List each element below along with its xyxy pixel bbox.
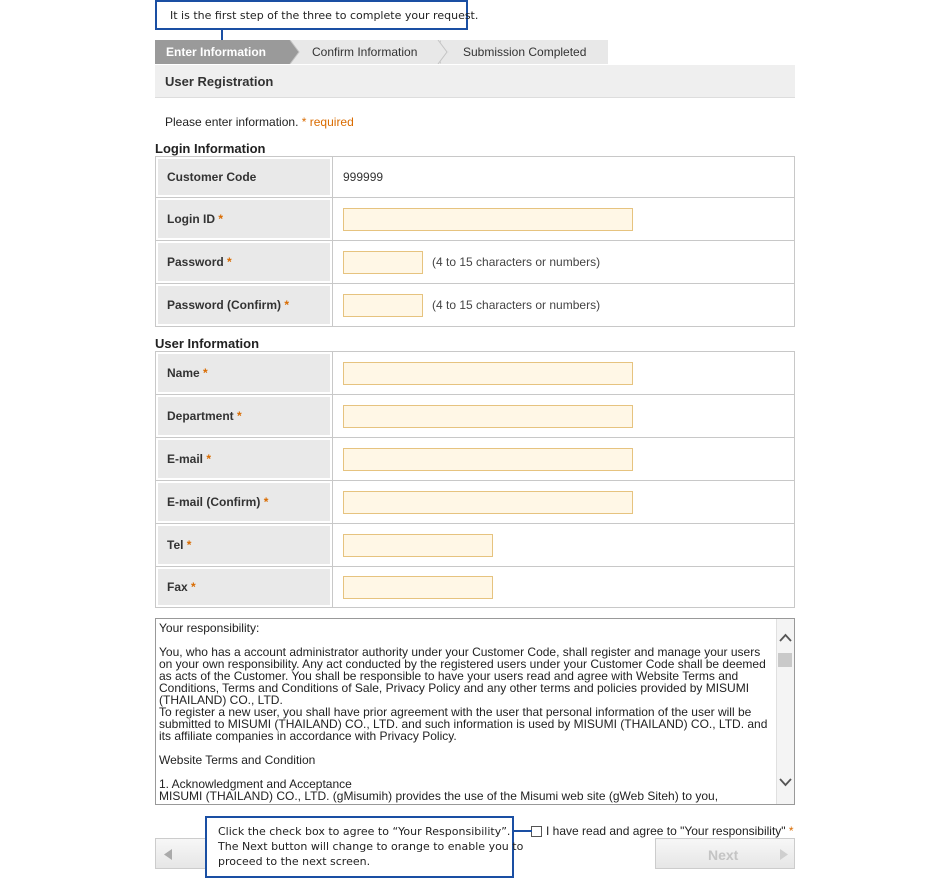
step-hint-text: It is the first step of the three to complete your request. <box>170 9 479 22</box>
email-row <box>156 438 795 481</box>
login-id-input[interactable] <box>343 208 633 231</box>
email-confirm-input[interactable] <box>343 491 633 514</box>
agree-checkbox-row[interactable]: I have read and agree to "Your responsibility" * <box>531 824 794 838</box>
login-information-table <box>155 156 795 327</box>
form-intro <box>165 115 354 129</box>
intro-text: Please enter information. <box>165 115 299 129</box>
login-id-row <box>156 198 795 241</box>
department-input[interactable] <box>343 405 633 428</box>
next-button[interactable] <box>655 838 795 869</box>
field-label: E-mail * <box>158 440 330 478</box>
responsibility-terms-box[interactable] <box>155 618 795 805</box>
agree-checkbox[interactable] <box>531 826 542 837</box>
scroll-down-icon[interactable] <box>779 777 792 787</box>
field-label: Customer Code <box>158 159 330 195</box>
field-label: Fax * <box>158 569 330 605</box>
agree-label: I have read and agree to "Your responsibility" <box>546 824 786 838</box>
field-label: E-mail (Confirm) * <box>158 483 330 521</box>
page-header <box>155 65 795 98</box>
name-input[interactable] <box>343 362 633 385</box>
scroll-thumb[interactable] <box>778 653 792 667</box>
name-row <box>156 352 795 395</box>
tel-input[interactable] <box>343 534 493 557</box>
password-input[interactable] <box>343 251 423 274</box>
step-divider-icon <box>437 40 449 64</box>
fax-row <box>156 567 795 608</box>
customer-code-value: 999999 <box>343 170 384 184</box>
password-confirm-hint: (4 to 15 characters or numbers) <box>432 298 601 312</box>
terms-scrollbar[interactable] <box>776 619 794 804</box>
field-label: Login ID * <box>158 200 330 238</box>
step-confirm-information: Confirm Information <box>312 45 418 59</box>
email-confirm-row <box>156 481 795 524</box>
field-label: Department * <box>158 397 330 435</box>
next-arrow-icon <box>779 849 789 860</box>
field-label: Password * <box>158 243 330 281</box>
field-label: Password (Confirm) * <box>158 286 330 324</box>
step-submission-completed: Submission Completed <box>463 45 587 59</box>
field-label: Tel * <box>158 526 330 564</box>
page-title: User Registration <box>165 74 274 89</box>
user-section-title: User Information <box>155 336 260 351</box>
step-divider-icon <box>289 40 301 64</box>
step-hint-callout <box>155 0 479 30</box>
terms-text: Your responsibility: You, who has a account administrator authority under your Customer Code, shall register and manage your users on your own responsibility. Any act conducted by the registered users under your Customer Code shall be deemed as acts of the Customer. You shall be responsible to have your users read and agree with Website Terms and Conditions, Terms and Conditions of Sale, Privacy Policy and any other terms and policies provided by MISUMI (THAILAND) CO., LTD. To register a new user, you shall have prior agreement with the user that personal information of the user will be submitted to MISUMI (THAILAND) CO., LTD. and such information is used by MISUMI (THAILAND) CO., LTD. and its affiliate companies in accordance with Privacy Policy. Website Terms and Condition 1. Acknowledgment and Acceptance MISUMI (THAILAND) CO., LTD. (gMisumih) provides the use of the Misumi web site (gWeb Siteh) to you, <box>159 621 768 803</box>
agree-hint-callout <box>205 816 524 878</box>
user-information-table <box>155 351 795 608</box>
password-hint: (4 to 15 characters or numbers) <box>432 255 601 269</box>
field-label: Name * <box>158 354 330 392</box>
password-row <box>156 241 795 284</box>
agree-hint-line: proceed to the next screen. <box>218 855 371 868</box>
password-confirm-row <box>156 284 795 327</box>
login-section-title: Login Information <box>155 141 266 156</box>
tel-row <box>156 524 795 567</box>
callout-connector <box>514 830 532 832</box>
step-enter-information: Enter Information <box>155 40 290 64</box>
password-confirm-input[interactable] <box>343 294 423 317</box>
next-button-label: Next <box>708 847 739 863</box>
fax-input[interactable] <box>343 576 493 599</box>
progress-steps <box>155 40 608 64</box>
scroll-up-icon[interactable] <box>779 633 792 643</box>
back-arrow-icon <box>163 849 173 860</box>
customer-code-row <box>156 157 795 198</box>
email-input[interactable] <box>343 448 633 471</box>
agree-hint-line: The Next button will change to orange to enable you to <box>218 840 524 853</box>
required-legend: * required <box>301 115 354 129</box>
department-row <box>156 395 795 438</box>
agree-hint-line: Click the check box to agree to “Your Responsibility”. <box>218 825 511 838</box>
